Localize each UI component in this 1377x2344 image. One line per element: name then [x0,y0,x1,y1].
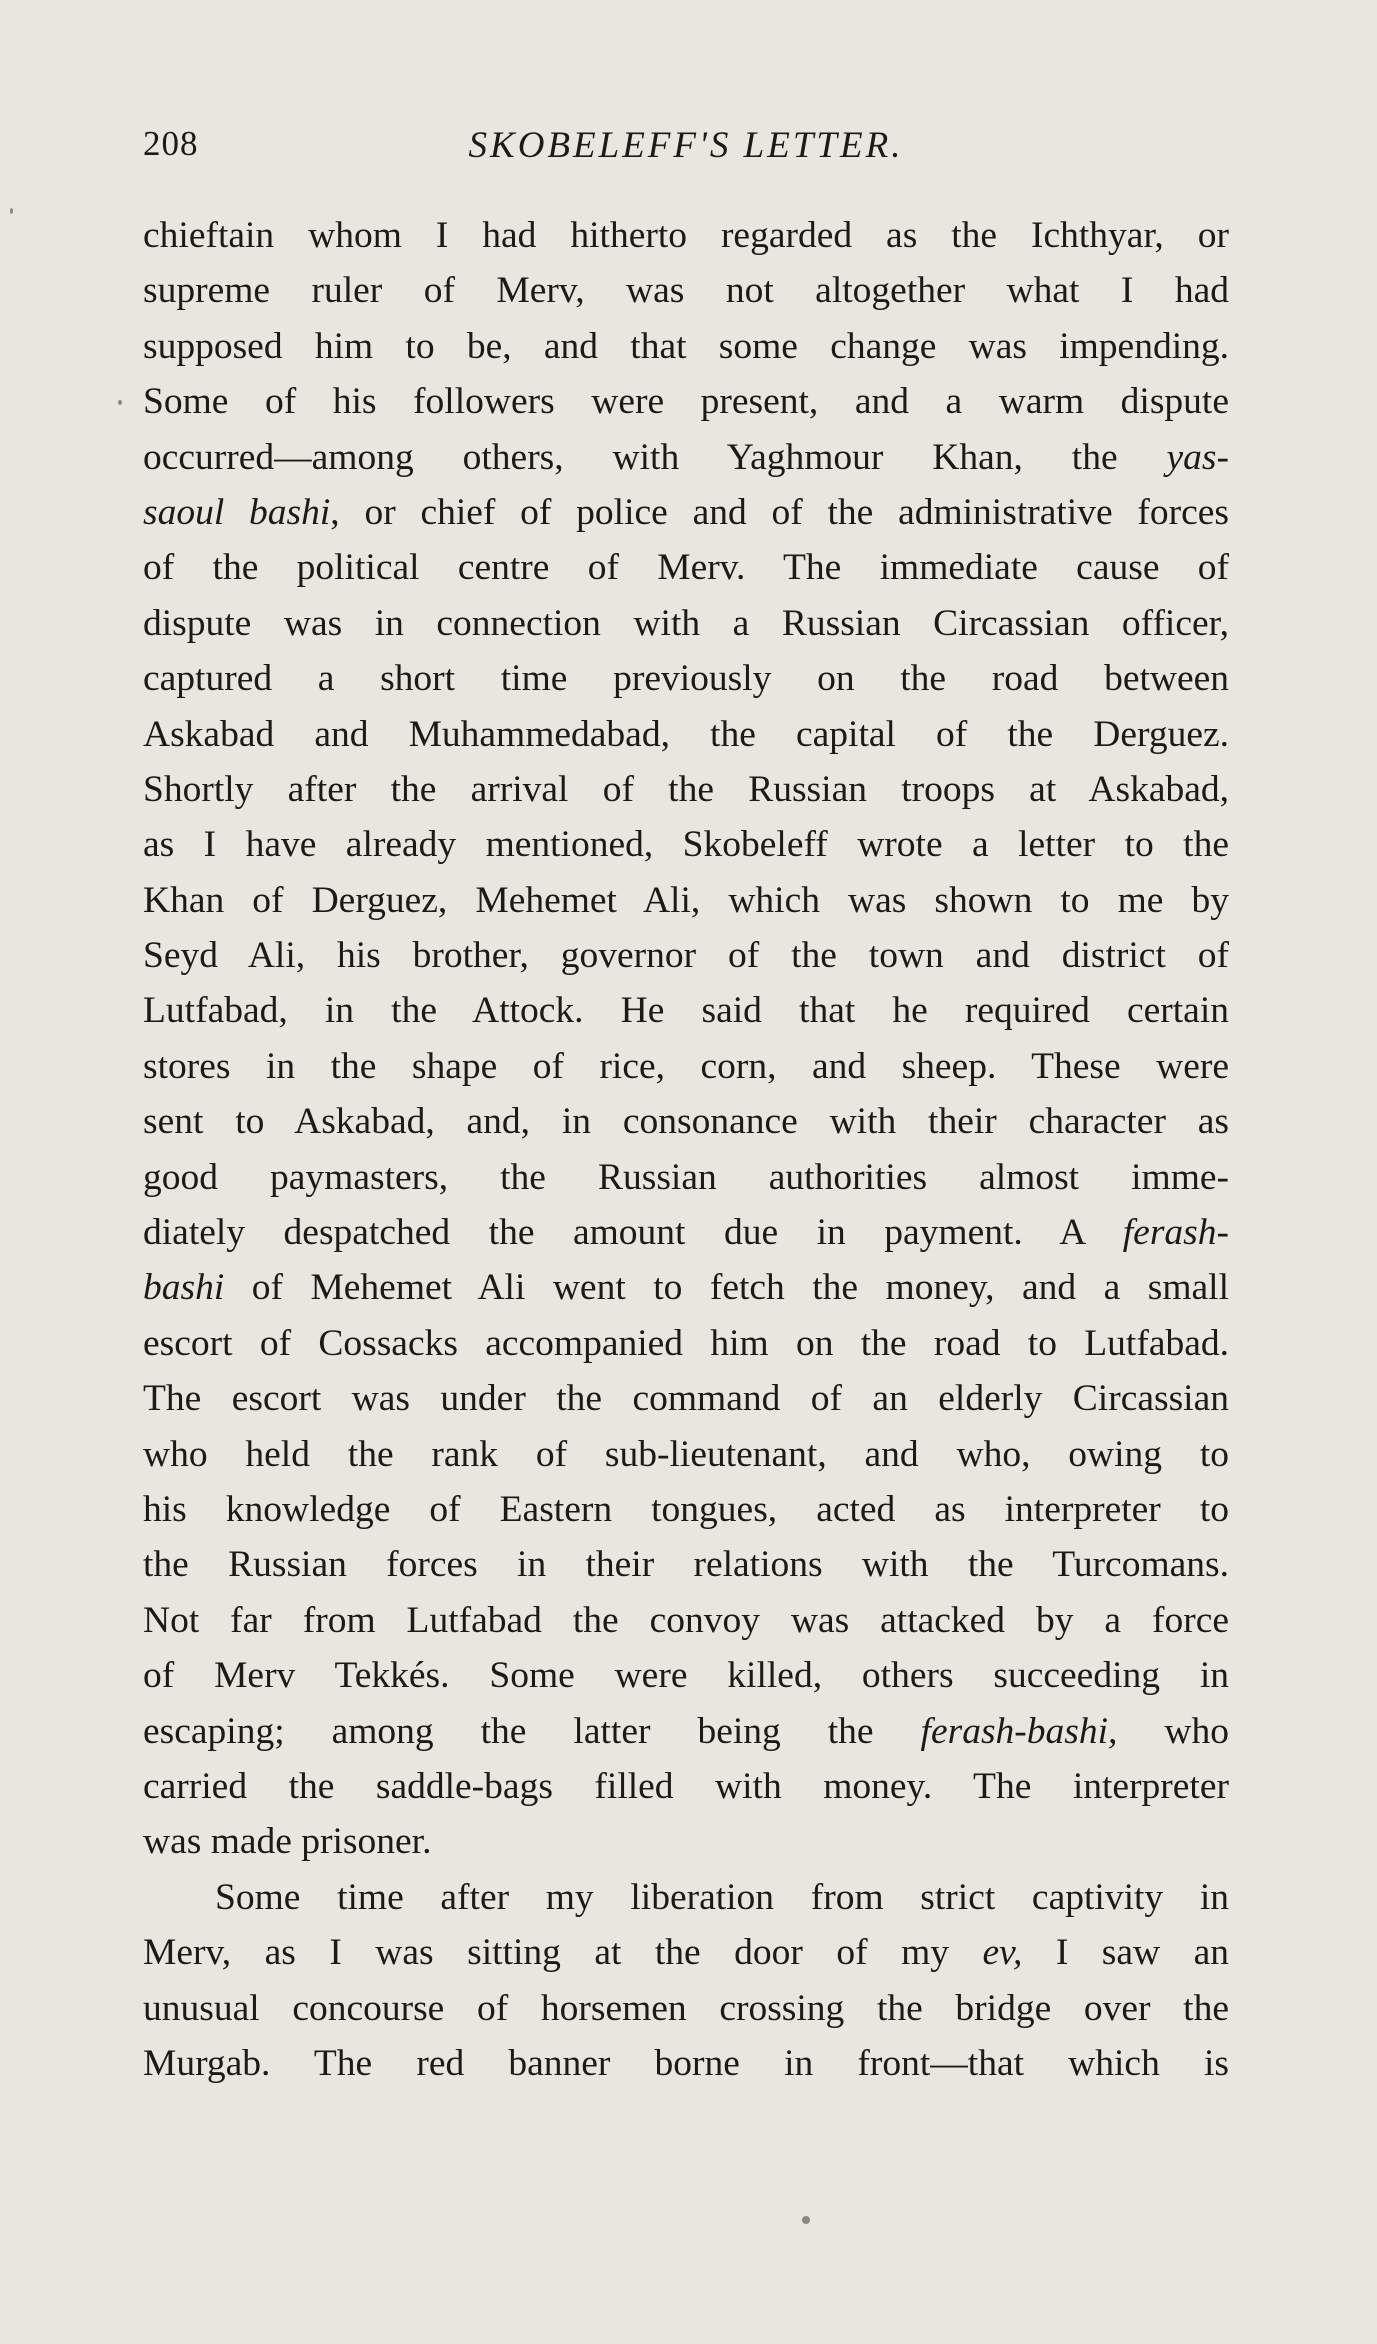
italic-term: ferash- [1122,1212,1229,1254]
text-line: bashi of Mehemet Ali went to fetch the money, and a small [143,1267,1229,1309]
italic-term: saoul bashi [143,491,331,533]
text-line: Some time after my liberation from strict captivity in [215,1876,1229,1918]
text-line: Askabad and Muhammedabad, the capital of the Derguez. [143,713,1229,755]
text-line: of Merv Tekkés. Some were killed, others succeeding in [143,1655,1229,1697]
text-line: Lutfabad, in the Attock. He said that he required certain [143,990,1229,1032]
text-line: the Russian forces in their relations with the Turcomans. [143,1544,1229,1586]
text-line: as I have already mentioned, Skobeleff wrote a letter to the [143,824,1229,866]
italic-term: bashi [143,1267,225,1309]
text-line: dispute was in connection with a Russian Circassian officer, [143,602,1229,644]
page-number: 208 [143,124,199,163]
text-line: escort of Cossacks accompanied him on the road to Lutfabad. [143,1322,1229,1364]
text-line: saoul bashi, or chief of police and of the administrative forces [143,491,1229,533]
text-line: sent to Askabad, and, in consonance with their character as [143,1101,1229,1143]
text-line: his knowledge of Eastern tongues, acted as interpreter to [143,1488,1229,1530]
paper-speck [118,400,122,405]
text-line: Not far from Lutfabad the convoy was attacked by a force [143,1599,1229,1641]
text-line: stores in the shape of rice, corn, and sheep. These were [143,1045,1229,1087]
text-line: Shortly after the arrival of the Russian troops at Askabad, [143,768,1229,810]
text-line: unusual concourse of horsemen crossing the bridge over the [143,1987,1229,2029]
text-line: supreme ruler of Merv, was not altogether what I had [143,270,1229,312]
body-text [143,208,1229,2091]
text-line: who held the rank of sub-lieutenant, and who, owing to [143,1433,1229,1475]
text-line: occurred—among others, with Yaghmour Khan, the yas- [143,436,1229,478]
text-line: of the political centre of Merv. The immediate cause of [143,547,1229,589]
text-line: supposed him to be, and that some change was impending. [143,325,1229,367]
text-line: Merv, as I was sitting at the door of my ev, I saw an [143,1932,1229,1974]
text-line: escaping; among the latter being the ferash-bashi, who [143,1710,1229,1752]
text-line: was made prisoner. [143,1821,432,1863]
text-line: The escort was under the command of an elderly Circassian [143,1378,1229,1420]
text-line: Some of his followers were present, and a warm dispute [143,381,1229,423]
text-line: Khan of Derguez, Mehemet Ali, which was shown to me by [143,879,1229,921]
running-title: SKOBELEFF'S LETTER. [468,125,904,166]
text-line: captured a short time previously on the road between [143,658,1229,700]
italic-term: ev, [982,1932,1023,1974]
paper-speck [10,208,13,214]
text-line: chieftain whom I had hitherto regarded as the Ichthyar, or [143,215,1229,256]
italic-term: yas- [1166,436,1229,478]
text-line: good paymasters, the Russian authorities almost imme- [143,1156,1229,1198]
text-line: diately despatched the amount due in payment. A ferash- [143,1212,1229,1254]
running-head [143,124,1229,174]
text-line: Murgab. The red banner borne in front—that which is [143,2042,1229,2084]
text-line: carried the saddle-bags filled with money. The interpreter [143,1765,1229,1807]
text-line: Seyd Ali, his brother, governor of the town and district of [143,935,1229,977]
italic-term: ferash-bashi, [920,1710,1118,1752]
paper-speck [802,2216,810,2224]
